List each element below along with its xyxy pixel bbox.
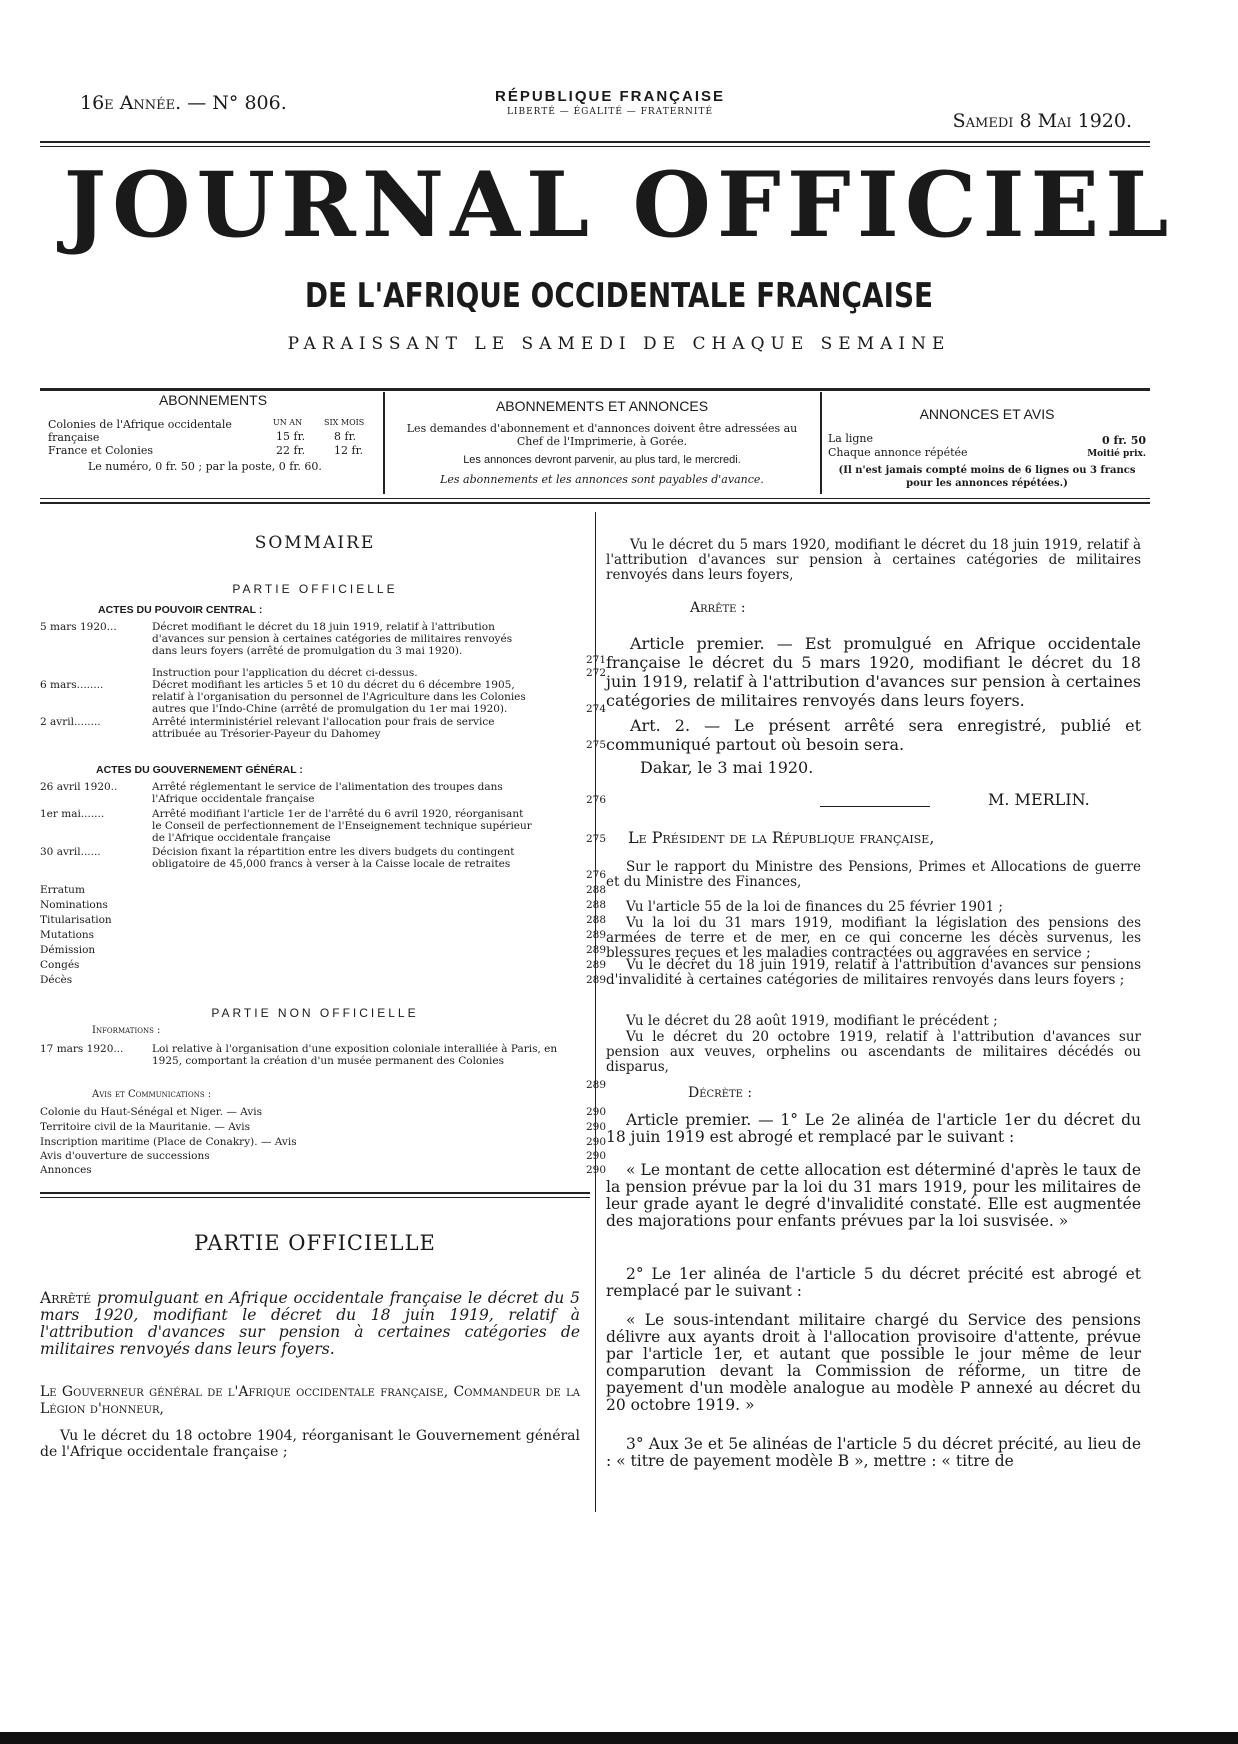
- toc-text: Annonces: [40, 1164, 92, 1176]
- toc-date: 5 mars 1920...: [40, 621, 117, 633]
- row-colonies-label: Colonies de l'Afrique occidentale française: [48, 418, 232, 444]
- box-annonces: [392, 398, 812, 486]
- toc-date: 6 mars........: [40, 679, 104, 691]
- toc-row[interactable]: [40, 914, 606, 927]
- toc-text: Instruction pour l'application du décret ci-dessus.: [152, 667, 418, 679]
- toc-row[interactable]: [40, 667, 606, 679]
- toc-page-number: 288: [585, 914, 606, 926]
- toc-page-number: 289: [585, 959, 606, 971]
- row-france-six: 12 fr.: [334, 444, 364, 457]
- issue-number: 16e Année. — N° 806.: [80, 92, 287, 114]
- box-divider-2: [820, 392, 822, 494]
- avis-note: (Il n'est jamais compté moins de 6 lignes ou 3 francs pour les annonces répétées.): [838, 465, 1136, 489]
- toc-text: Nominations: [40, 899, 108, 911]
- toc-row[interactable]: [40, 716, 606, 752]
- toc-info-text: Loi relative à l'organisation d'une exposition coloniale interalliée à Paris, en 1925, comportant la création d'un musée permanent des Colonies: [152, 1043, 558, 1067]
- partie-officielle-heading: PARTIE OFFICIELLE: [194, 1231, 436, 1255]
- toc-page-number: 275: [585, 739, 606, 751]
- toc-text: Titularisation: [40, 914, 112, 926]
- journal-title: JOURNAL OFFICIEL: [63, 152, 1175, 258]
- avis-repetee-label: Chaque annonce répétée: [828, 446, 968, 459]
- vu-decret-1904: Vu le décret du 18 octobre 1904, réorganisant le Gouvernement général de l'Afrique occidentale française ;: [40, 1428, 580, 1460]
- quote-2: « Le sous-intendant militaire chargé du Service des pensions délivre aux ayants droit à l'allocation provisoire d'attente, prévue par l'article 1er, et autant que possible le jour même de leur comparution devant la Commission de réforme, un titre de payement d'un modèle analogue au modèle P annexé au décret du 20 octobre 1919. »: [606, 1311, 1141, 1414]
- scan-bottom-edge: [0, 1732, 1238, 1744]
- toc-text: Arrêté modifiant l'article 1er de l'arrêté du 6 avril 1920, réorganisant le Conseil de perfectionnement de l'Enseignement technique supérieur de l'Afrique occidentale française: [152, 808, 532, 844]
- toc-page-number: 276: [585, 869, 606, 881]
- republic-motto: LIBERTÉ — ÉGALITÉ — FRATERNITÉ: [506, 107, 714, 117]
- toc-page-number: 288: [585, 884, 606, 896]
- toc-row[interactable]: [40, 929, 606, 942]
- vu-paragraph: Vu l'article 55 de la loi de finances du 25 février 1901 ;: [626, 899, 1003, 915]
- toc-row[interactable]: [40, 679, 606, 716]
- actes-central-heading: ACTES DU POUVOIR CENTRAL :: [98, 604, 263, 616]
- toc-date: 30 avril......: [40, 846, 101, 858]
- toc-text: Avis d'ouverture de successions: [40, 1150, 210, 1162]
- box-avis-title: ANNONCES ET AVIS: [919, 406, 1055, 422]
- toc-text: Décision fixant la répartition entre les divers budgets du contingent obligatoire de 45,000 francs à verser à la Caisse locale de retraites: [152, 846, 515, 870]
- right-article-1: Article premier. — Est promulgué en Afrique occidentale française le décret du 5 mars 1920, modifiant le décret du 18 juin 1919, relatif à l'attribution d'avances sur pension à certaines catégories de militaires renvoyés dans leurs foyers.: [606, 634, 1141, 710]
- avis-ligne-price: 0 fr. 50: [1102, 434, 1146, 447]
- toc-row[interactable]: [40, 1150, 606, 1163]
- annonces-line3: Les abonnements et les annonces sont payables d'avance.: [440, 473, 764, 486]
- row-colonies-an: 15 fr.: [276, 430, 306, 443]
- toc-text: Erratum: [40, 884, 85, 896]
- decret-article-1: Article premier. — 1° Le 2e alinéa de l'article 1er du décret du 18 juin 1919 est abrogé et remplacé par le suivant :: [606, 1111, 1141, 1146]
- toc-row[interactable]: [40, 974, 606, 987]
- toc-info-date: 17 mars 1920...: [40, 1043, 124, 1055]
- box-abonnements: [48, 392, 378, 476]
- sommaire-partie-non-officielle: PARTIE NON OFFICIELLE: [211, 1006, 419, 1020]
- actes-gouv-heading: ACTES DU GOUVERNEMENT GÉNÉRAL :: [96, 764, 303, 776]
- sommaire-partie-officielle: PARTIE OFFICIELLE: [232, 582, 398, 596]
- decrete-label: Décrète :: [688, 1085, 753, 1101]
- sommaire-rule-thin: [40, 1197, 590, 1198]
- numero-price: Le numéro, 0 fr. 50 ; par la poste, 0 fr. 60.: [88, 460, 322, 473]
- toc-page-number: 290: [585, 1150, 606, 1162]
- right-vu-decret: Vu le décret du 5 mars 1920, modifiant le décret du 18 juin 1919, relatif à l'attribution d'avances sur pension à certaines catégories de militaires renvoyés dans leurs foyers,: [606, 537, 1141, 583]
- toc-text: Décret modifiant les articles 5 et 10 du décret du 6 décembre 1905, relatif à l'organisation du personnel de l'Agriculture dans les Colonies autres que l'Indo-Chine (arrêté de promulgation du 1er mai 1920).: [152, 679, 526, 715]
- toc-text: Démission: [40, 944, 96, 956]
- quote-1: « Le montant de cette allocation est déterminé d'après le taux de la pension prévue par la loi du 31 mars 1919, pour les militaires de leur grade ayant le degré d'invalidité constaté. Elle est augmentée des majorations pour enfants prévues par la loi susvisée. »: [606, 1161, 1141, 1230]
- boxes-bottom-rule-2: [40, 502, 1150, 504]
- toc-text: Mutations: [40, 929, 95, 941]
- paragraph-3: 3° Aux 3e et 5e alinéas de l'article 5 du décret précité, au lieu de : « titre de payement modèle B », mettre : « titre de: [606, 1435, 1141, 1470]
- rapport-line: Sur le rapport du Ministre des Pensions, Primes et Allocations de guerre et du Ministre des Finances,: [606, 859, 1141, 890]
- annonces-line2: Les annonces devront parvenir, au plus tard, le mercredi.: [463, 454, 741, 466]
- sommaire-rule: [40, 1192, 590, 1194]
- row-france-label: France et Colonies: [48, 444, 154, 457]
- journal-tagline: PARAISSANT LE SAMEDI DE CHAQUE SEMAINE: [287, 334, 951, 354]
- toc-page-number: 290: [585, 1106, 606, 1118]
- toc-row[interactable]: [40, 944, 606, 957]
- vu-paragraph: Vu le décret du 28 août 1919, modifiant le précédent ;: [626, 1013, 998, 1029]
- toc-row[interactable]: [40, 899, 606, 912]
- arrete-title-text: promulguant en Afrique occidentale française le décret du 5 mars 1920, modifiant le décret du 18 juin 1919, relatif à l'attribution d'avances sur pension à certaines catégories de militaires renvoyés dans leurs foyers.: [40, 1289, 580, 1358]
- toc-info-page: 289: [585, 1079, 606, 1091]
- toc-text: Arrêté réglementant le service de l'alimentation des troupes dans l'Afrique occidentale française: [152, 781, 503, 805]
- toc-info-row[interactable]: [40, 1043, 606, 1093]
- right-arrete: Arrête :: [690, 600, 746, 616]
- box-abonnements-title: ABONNEMENTS: [158, 392, 268, 408]
- toc-page-number: 289: [585, 929, 606, 941]
- informations-heading: Informations :: [92, 1025, 161, 1036]
- row-colonies-six: 8 fr.: [334, 430, 357, 443]
- toc-page-number: 290: [585, 1136, 606, 1148]
- toc-text: Décret modifiant le décret du 18 juin 1919, relatif à l'attribution d'avances sur pension à certaines catégories de militaires renvoyés dans leurs foyers (arrêté de promulgation du 3 mai 1920).: [152, 621, 513, 657]
- box-annonces-title: ABONNEMENTS ET ANNONCES: [495, 398, 709, 414]
- journal-subtitle: DE L'AFRIQUE OCCIDENTALE FRANÇAISE: [304, 276, 934, 316]
- box-avis: [828, 406, 1146, 490]
- col-un-an: UN AN: [273, 418, 303, 427]
- avis-comm-heading: Avis et Communications :: [92, 1089, 212, 1100]
- toc-page-number: 288: [585, 899, 606, 911]
- toc-row[interactable]: [40, 1121, 606, 1134]
- toc-row[interactable]: [40, 1136, 606, 1149]
- toc-page-number: 290: [585, 1121, 606, 1133]
- avis-ligne-label: La ligne: [828, 432, 874, 445]
- signature-merlin: M. MERLIN.: [988, 790, 1090, 809]
- toc-page-number: 275: [585, 833, 606, 845]
- republic-header: [440, 88, 780, 117]
- toc-text: Arrêté interministériel relevant l'allocation pour frais de service attribuée au Trésorier-Payeur du Dahomey: [152, 716, 495, 740]
- toc-page-number: 290: [585, 1164, 606, 1176]
- col-six-mois: SIX MOIS: [324, 418, 365, 427]
- sommaire-title: SOMMAIRE: [254, 533, 376, 553]
- vu-paragraph: Vu le décret du 20 octobre 1919, relatif à l'attribution d'avances sur pension aux veuves, orphelins ou ascendants de militaires décédés ou disparus,: [606, 1029, 1141, 1075]
- arrete-title: [40, 1290, 580, 1358]
- toc-text: Colonie du Haut-Sénégal et Niger. — Avis: [40, 1106, 263, 1118]
- toc-page-number: 272: [585, 667, 606, 679]
- toc-date: 26 avril 1920..: [40, 781, 118, 793]
- toc-row[interactable]: [40, 1106, 606, 1119]
- toc-row[interactable]: [40, 781, 606, 807]
- box-divider-1: [383, 392, 385, 494]
- republic-title: RÉPUBLIQUE FRANÇAISE: [494, 88, 725, 105]
- president-line: Le Président de la République française,: [628, 828, 935, 847]
- toc-page-number: 289: [585, 974, 606, 986]
- toc-date: 2 avril........: [40, 716, 101, 728]
- toc-text: Inscription maritime (Place de Conakry). — Avis: [40, 1136, 297, 1148]
- vu-paragraph: Vu le décret du 18 juin 1919, relatif à l'attribution d'avances sur pensions d'invalidité à certaines catégories de militaires renvoyés dans leurs foyers ;: [606, 957, 1141, 988]
- vu-paragraph: Vu la loi du 31 mars 1919, modifiant la législation des pensions des armées de terre et de mer, en ce qui concerne les décès survenus, les blessures reçues et les maladies contractées ou aggravées en service ;: [606, 915, 1141, 961]
- toc-row[interactable]: [40, 959, 606, 972]
- dakar-date: Dakar, le 3 mai 1920.: [640, 758, 814, 777]
- masthead-rule-thin: [40, 146, 1150, 147]
- masthead-rule: [40, 141, 1150, 143]
- boxes-bottom-rule: [40, 498, 1150, 499]
- issue-date: Samedi 8 Mai 1920.: [952, 110, 1132, 132]
- gouverneur-line: Le Gouverneur général de l'Afrique occidentale française, Commandeur de la Légion d'honneur,: [40, 1384, 580, 1417]
- avis-repetee-price: Moitié prix.: [1087, 449, 1146, 459]
- arrete-title-word: Arrêté: [40, 1289, 92, 1307]
- toc-row[interactable]: [40, 884, 606, 897]
- toc-page-number: 271: [585, 654, 606, 666]
- toc-text: Décès: [40, 974, 73, 986]
- boxes-top-rule: [40, 388, 1150, 391]
- toc-page-number: 289: [585, 944, 606, 956]
- paragraph-2: 2° Le 1er alinéa de l'article 5 du décret précité est abrogé et remplacé par le suivant :: [606, 1265, 1141, 1300]
- row-france-an: 22 fr.: [276, 444, 306, 457]
- signature-rule: [820, 806, 930, 807]
- toc-row[interactable]: [40, 621, 606, 667]
- toc-date: 1er mai.......: [40, 808, 105, 820]
- annonces-line1: Les demandes d'abonnement et d'annonces doivent être adressées au Chef de l'Imprimerie, à Gorée.: [406, 422, 798, 448]
- toc-page-number: 274: [585, 703, 606, 715]
- toc-row[interactable]: [40, 846, 606, 882]
- toc-row[interactable]: [40, 1164, 606, 1177]
- toc-page-number: 276: [585, 794, 606, 806]
- right-article-2: Art. 2. — Le présent arrêté sera enregistré, publié et communiqué partout où besoin sera.: [606, 716, 1141, 754]
- toc-row[interactable]: [40, 808, 606, 846]
- toc-text: Territoire civil de la Mauritanie. — Avis: [40, 1121, 251, 1133]
- toc-text: Congés: [40, 959, 80, 971]
